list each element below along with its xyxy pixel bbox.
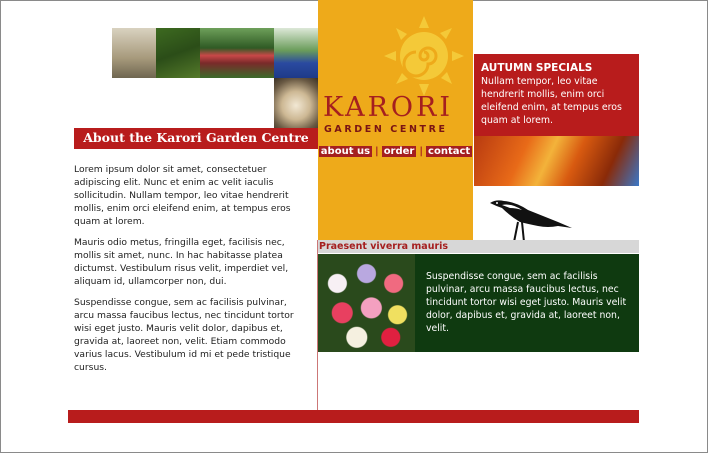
sun-spiral-logo-icon	[376, 10, 466, 100]
mushroom-photo	[274, 78, 318, 128]
gargoyle-statue-photo	[112, 28, 156, 78]
about-paragraph: Mauris odio metus, fringilla eget, facilisis nec, mollis sit amet, nunc. In hac habitasse platea dictumst. Vestibulum risus velit, imperdiet vel, aliquam id, ullamcorper non, dui.	[74, 237, 289, 287]
yellow-flower-photo	[156, 28, 200, 78]
nav-about-us-link[interactable]: about us	[320, 146, 371, 157]
autumn-specials-text: Nullam tempor, leo vitae hendrerit mollis, enim orci eleifend enim, at tempus eros quam at lorem.	[481, 76, 622, 126]
garden-house-photo	[200, 28, 274, 78]
nav-order-link[interactable]: order	[383, 146, 415, 157]
hyacinth-flowers-photo	[318, 254, 415, 352]
footer-bar	[68, 410, 639, 423]
about-body	[74, 163, 306, 382]
autumn-specials-title: AUTUMN SPECIALS	[481, 62, 593, 74]
brand-subtitle: GARDEN CENTRE	[324, 124, 448, 135]
autumn-leaves-photo	[474, 136, 639, 186]
praesent-heading: Praesent viverra mauris	[319, 241, 449, 252]
blue-pot-plant-photo	[274, 28, 318, 78]
bird-icon	[488, 194, 574, 246]
about-paragraph: Lorem ipsum dolor sit amet, consectetuer adipiscing elit. Nunc et enim ac velit iaculis sollicitudin. Nullam tempor, leo vitae hendrerit mollis, enim orci eleifend enim, at tempus eros quam at lorem.	[74, 164, 291, 227]
about-heading: About the Karori Garden Centre	[83, 130, 309, 145]
about-paragraph: Suspendisse congue, sem ac facilisis pulvinar, arcu massa faucibus lectus, nec tincidunt tortor wisi eget justo. Mauris velit dolor, dapibus et, gravida at, laoreet non, velit. Etiam commodo varius lacus. Vestibulum id mi et pede tristique cursus.	[74, 297, 294, 373]
main-nav	[318, 146, 473, 157]
nav-separator: |	[375, 146, 379, 157]
nav-contact-link[interactable]: contact	[428, 146, 471, 157]
brand-name: KARORI	[323, 92, 454, 123]
nav-separator: |	[419, 146, 424, 157]
praesent-text: Suspendisse congue, sem ac facilisis pulvinar, arcu massa faucibus lectus, nec tincidunt tortor wisi eget justo. Mauris velit dolor, dapibus et, gravida at, laoreet non, velit.	[426, 271, 627, 334]
